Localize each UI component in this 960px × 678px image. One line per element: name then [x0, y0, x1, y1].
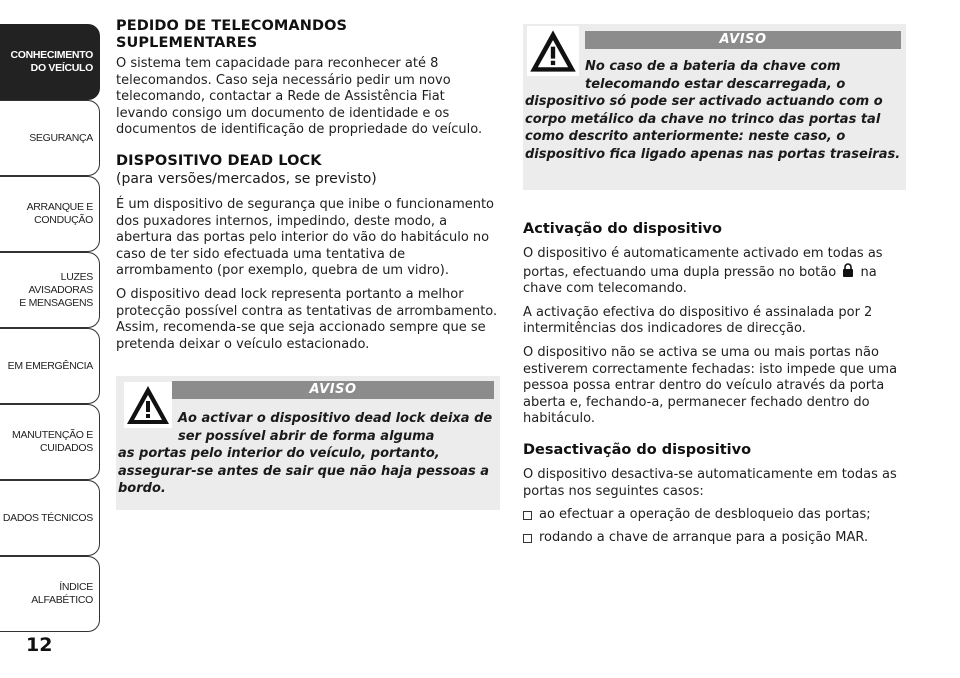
tab-conhecimento-do-veiculo[interactable]	[0, 24, 100, 100]
tab-luzes-avisadoras[interactable]	[0, 252, 100, 328]
paragraph: O dispositivo não se activa se uma ou mais portas não estiverem correctamente fechadas: isto impede que uma pessoa possa entrar dentro do veículo através da porta aberta e, fechando-a, permanecer fechado dentro do habitáculo.	[523, 344, 898, 427]
tab-label-line1: LUZES AVISADORAS	[28, 270, 93, 296]
warning-box	[523, 24, 906, 190]
warning-lead: Ao activar o dispositivo dead lock deixa de ser possível abrir de forma alguma	[178, 411, 493, 444]
bullet-box-icon	[523, 534, 532, 543]
tab-label-line1: ÍNDICE ALFABÉTICO	[31, 581, 93, 606]
title-line1: PEDIDO DE TELECOMANDOS	[116, 18, 348, 34]
right-column	[523, 18, 909, 552]
tab-label-line1: MANUTENÇÃO E	[12, 429, 93, 441]
list-item	[523, 507, 909, 524]
heading-desactivacao: Desactivação do dispositivo	[523, 441, 752, 458]
paragraph: É um dispositivo de segurança que inibe o funcionamento dos puxadores internos, impedindo, deste modo, a abertura das portas pelo interior do vão do habitáculo no caso de ter sido efectuada uma tentativa de arrombamento (por exemplo, quebra de um vidro).	[116, 196, 495, 279]
activation-text-end: na chave com telecomando.	[523, 264, 877, 297]
title-line2: SUPLEMENTARES	[116, 35, 258, 51]
tab-indice-alfabetico[interactable]	[0, 556, 100, 632]
tab-label-line1: DADOS TÉCNICOS	[2, 511, 93, 524]
paragraph: A activação efectiva do dispositivo é assinalada por 2 intermitências dos indicadores de direcção.	[523, 304, 873, 337]
section-title-dead-lock: DISPOSITIVO DEAD LOCK	[116, 152, 322, 169]
tab-arranque-e-conducao[interactable]	[0, 176, 100, 252]
tab-label-line2: DO VEÍCULO	[30, 62, 93, 74]
warning-text	[116, 410, 494, 498]
page-number: 12	[26, 634, 53, 656]
warning-box	[116, 376, 500, 510]
heading-activacao: Activação do dispositivo	[523, 221, 722, 237]
tab-label-line2: CUIDADOS	[39, 442, 93, 454]
warning-rest: as portas pelo interior do veículo, portanto, assegurar-se antes de sair que não haja pessoas a bordo.	[118, 446, 490, 497]
tab-label-line1: EM EMERGÊNCIA	[7, 359, 93, 372]
tab-label-line1: SEGURANÇA	[29, 131, 93, 144]
tab-dados-tecnicos[interactable]	[0, 480, 100, 556]
section-title	[116, 18, 500, 52]
paragraph	[523, 246, 909, 298]
tab-label-line2: CONDUÇÃO	[34, 214, 93, 226]
lock-icon	[842, 263, 854, 278]
section-subtitle: (para versões/mercados, se previsto)	[116, 170, 377, 187]
warning-lead: No caso de a bateria da chave com telecomando estar descarregada, o	[585, 59, 846, 92]
warning-label: AVISO	[172, 381, 494, 399]
paragraph: O dispositivo dead lock representa portanto a melhor protecção possível contra as tentativas de arrombamento. Assim, recomenda-se que seja accionado sempre que se pretenda deixar o veículo estacionado.	[116, 286, 498, 352]
tab-label-line2: E MENSAGENS	[19, 296, 93, 309]
tab-label-line1: ARRANQUE E	[26, 201, 93, 213]
list-item-text: ao efectuar a operação de desbloqueio das portas;	[539, 507, 871, 523]
activation-text: O dispositivo é automaticamente activado em todas as portas, efectuando uma dupla pressão no botão	[523, 246, 883, 280]
paragraph: O dispositivo desactiva-se automaticamente em todas as portas nos seguintes casos:	[523, 466, 897, 499]
list-item	[523, 530, 909, 547]
tab-em-emergencia[interactable]	[0, 328, 100, 404]
list-item-text: rodando a chave de arranque para a posição MAR.	[539, 529, 869, 545]
warning-label: AVISO	[585, 31, 901, 49]
warning-text	[523, 58, 901, 163]
tab-label-line1: CONHECIMENTO	[10, 49, 93, 61]
bullet-box-icon	[523, 511, 532, 520]
paragraph: O sistema tem capacidade para reconhecer até 8 telecomandos. Caso seja necessário pedir um novo telecomando, contactar a Rede de Assistência Fiat levando consigo um documento de identidade e os documentos de identificação de propriedade do veículo.	[116, 56, 483, 138]
warning-rest: dispositivo só pode ser activado actuando com o corpo metálico da chave no trinco das portas tal como descrito anteriormente: neste caso, o dispositivo fica ligado apenas nas portas traseiras.	[525, 94, 901, 162]
left-column	[116, 18, 500, 510]
tab-seguranca[interactable]	[0, 100, 100, 176]
tab-manutencao-e-cuidados[interactable]	[0, 404, 100, 480]
